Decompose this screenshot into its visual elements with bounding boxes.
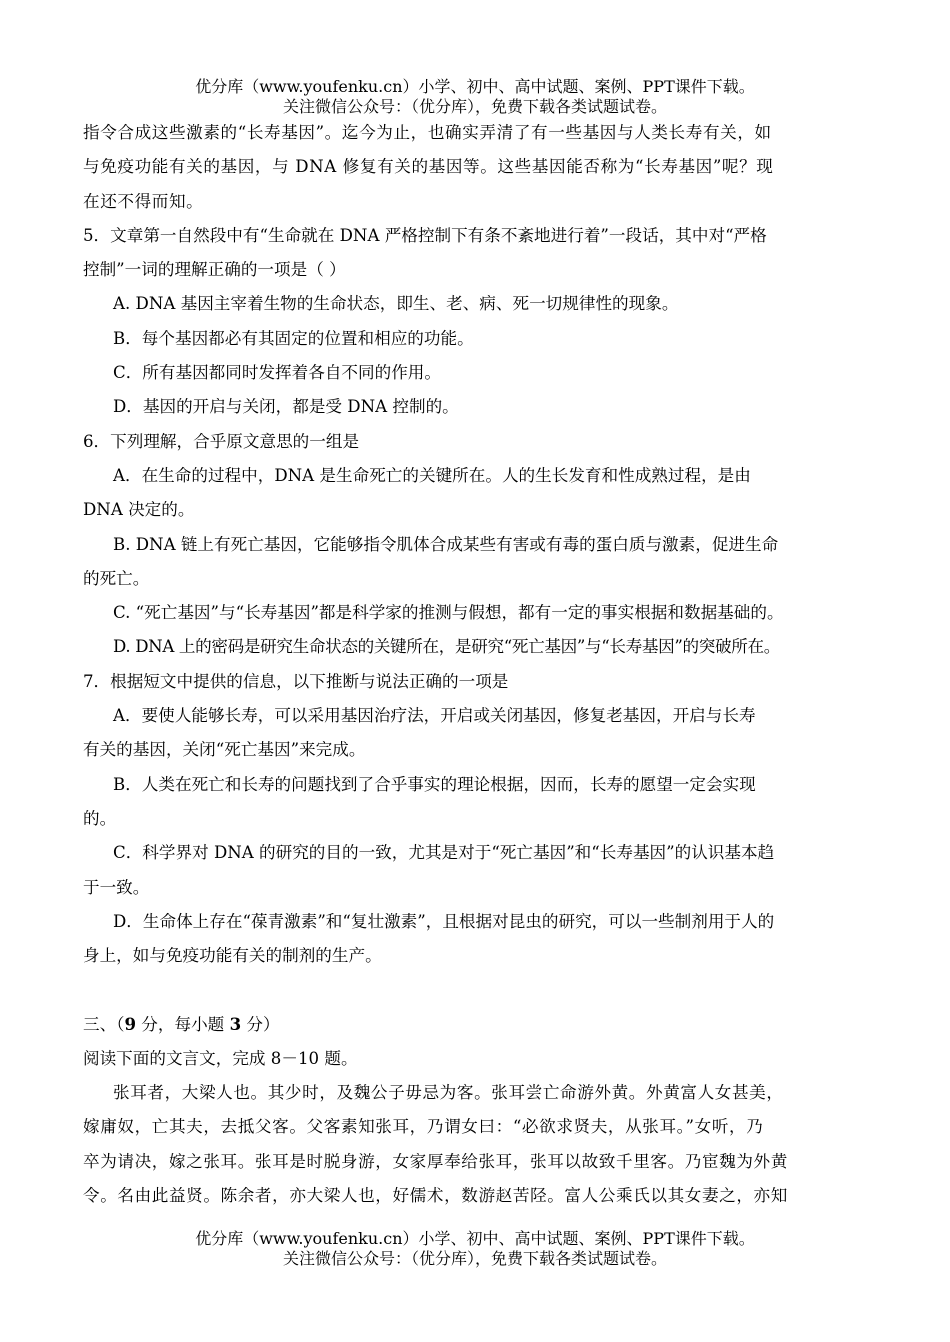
page-footer bbox=[0, 1229, 950, 1269]
intro-line: 在还不得而知。 bbox=[83, 191, 204, 211]
passage-line: 嫁庸奴，亡其夫，去抵父客。父客素知张耳，乃谓女曰：“必欲求贤夫，从张耳。”女听，乃 bbox=[83, 1117, 764, 1137]
question-7-option-b: B．人类在死亡和长寿的问题找到了合乎事实的理论根据，因而，长寿的愿望一定会实现 bbox=[113, 774, 756, 794]
question-6-option-c: C. “死亡基因”与“长寿基因”都是科学家的推测与假想，都有一定的事实根据和数据基础的。 bbox=[113, 603, 784, 623]
intro-line: 指令合成这些激素的“长寿基因”。迄今为止，也确实弄清了有一些基因与人类长寿有关，如 bbox=[83, 123, 772, 142]
header-line-2: 关注微信公众号：（优分库），免费下载各类试题试卷。 bbox=[282, 97, 667, 116]
spacer bbox=[83, 973, 870, 1007]
section-3-mid: 分，每小题 bbox=[136, 1015, 230, 1035]
section-3-score-each: 3 bbox=[229, 1014, 242, 1035]
section-3-prefix: 三、（ bbox=[83, 1015, 125, 1035]
passage-line: 张耳者，大梁人也。其少时，及魏公子毋忌为客。张耳尝亡命游外黄。外黄富人女甚美， bbox=[113, 1083, 784, 1103]
question-6-option-d: D. DNA 上的密码是研究生命状态的关键所在，是研究“死亡基因”与“长寿基因”的突破所在。 bbox=[113, 637, 780, 657]
passage-line: 卒为请决，嫁之张耳。张耳是时脱身游，女家厚奉给张耳，张耳以故致千里客。乃宦魏为外黄 bbox=[83, 1151, 788, 1171]
question-5-option-a: A. DNA 基因主宰着生物的生命状态，即生、老、病、死一切规律性的现象。 bbox=[113, 294, 679, 314]
question-7-stem: 7．根据短文中提供的信息，以下推断与说法正确的一项是 bbox=[83, 671, 509, 691]
question-7-option-a: A．要使人能够长寿，可以采用基因治疗法，开启或关闭基因，修复老基因，开启与长寿 bbox=[113, 706, 756, 726]
question-6-option-a-cont: DNA 决定的。 bbox=[83, 500, 195, 520]
page-header bbox=[0, 77, 950, 117]
question-7-option-d: D．生命体上存在“葆青激素”和“复壮激素”，且根据对昆虫的研究，可以一些制剂用于人的 bbox=[113, 911, 775, 931]
passage-line: 令。名由此益贤。陈余者，亦大梁人也，好儒术，数游赵苦陉。富人公乘氏以其女妻之，亦知 bbox=[83, 1185, 788, 1205]
question-6-stem: 6．下列理解，合乎原文意思的一组是 bbox=[83, 431, 360, 451]
footer-line-2: 关注微信公众号：（优分库），免费下载各类试题试卷。 bbox=[282, 1249, 667, 1268]
question-7-option-a-cont: 有关的基因，关闭“死亡基因”来完成。 bbox=[83, 740, 366, 760]
section-3-instruction: 阅读下面的文言文，完成 8－10 题。 bbox=[83, 1048, 358, 1068]
question-5-option-b: B．每个基因都必有其固定的位置和相应的功能。 bbox=[113, 328, 474, 348]
document-body bbox=[83, 116, 870, 1213]
intro-line: 与免疫功能有关的基因，与 DNA 修复有关的基因等。这些基因能否称为“长寿基因”呢？现 bbox=[83, 157, 774, 177]
question-5-option-d: D．基因的开启与关闭，都是受 DNA 控制的。 bbox=[113, 397, 459, 417]
question-7-option-d-cont: 身上，如与免疫功能有关的制剂的生产。 bbox=[83, 946, 382, 966]
question-6-option-b: B. DNA 链上有死亡基因，它能够指令肌体合成某些有害或有毒的蛋白质与激素，促进生命 bbox=[113, 534, 779, 554]
question-5-option-c: C．所有基因都同时发挥着各自不同的作用。 bbox=[113, 363, 441, 383]
question-6-option-b-cont: 的死亡。 bbox=[83, 568, 150, 588]
question-7-option-c: C．科学界对 DNA 的研究的目的一致，尤其是对于“死亡基因”和“长寿基因”的认识基本趋 bbox=[113, 843, 775, 863]
question-7-option-b-cont: 的。 bbox=[83, 808, 117, 828]
question-5-stem: 5．文章第一自然段中有“生命就在 DNA 严格控制下有条不紊地进行着”一段话，其中对“严格 bbox=[83, 225, 767, 245]
question-7-option-c-cont: 于一致。 bbox=[83, 877, 150, 897]
header-line-1: 优分库（www.youfenku.cn）小学、初中、高中试题、案例、PPT课件下载。 bbox=[195, 77, 755, 96]
section-3-title bbox=[83, 1007, 870, 1041]
footer-line-1: 优分库（www.youfenku.cn）小学、初中、高中试题、案例、PPT课件下载。 bbox=[195, 1229, 755, 1248]
section-3-score-total: 9 bbox=[124, 1014, 137, 1035]
section-3-suffix: 分） bbox=[241, 1015, 280, 1035]
question-5-stem: 控制”一词的理解正确的一项是（ ） bbox=[83, 260, 346, 280]
question-6-option-a: A．在生命的过程中，DNA 是生命死亡的关键所在。人的生长发育和性成熟过程，是由 bbox=[113, 465, 751, 485]
